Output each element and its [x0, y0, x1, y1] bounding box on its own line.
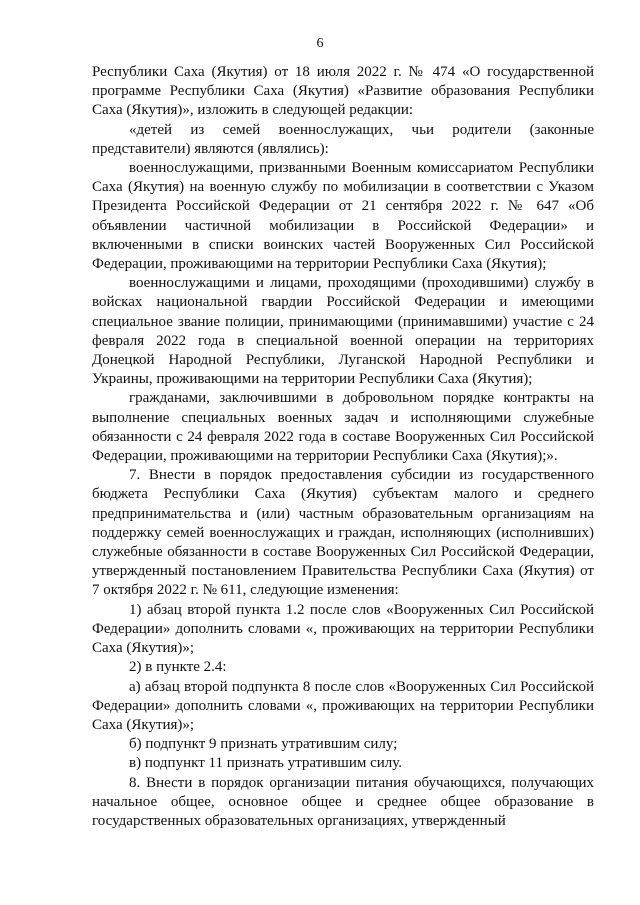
paragraph-subitem-v: в) подпункт 11 признать утратившим силу.: [129, 755, 403, 772]
document-body: [92, 63, 594, 831]
paragraph-national-guard: военнослужащими и лицами, проходящими (проходившими) службу в войсках национальной гвардии Российской Федерации и имеющими специальное звание полиции, принимающими (принимавшими) участие с 24 февраля 2022 года в специальной военной операции на территориях Донецкой Народной Республики, Луганской Народной Республики и Украины, проживающими на территории Республики Саха (Якутия);: [92, 275, 594, 388]
paragraph-subitem-2: 2) в пункте 2.4:: [129, 659, 227, 676]
paragraph-item-8: 8. Внести в порядок организации питания обучающихся, получающих начальное общее, основное общее и среднее общее образование в государственных образовательных организациях, утвержденный: [92, 774, 594, 829]
paragraph-subitem-1: 1) абзац второй пункта 1.2 после слов «Вооруженных Сил Российской Федерации» дополнить словами «, проживающих на территории Республики Саха (Якутия)»;: [92, 601, 594, 657]
paragraph-subitem-a: а) абзац второй подпункта 8 после слов «Вооруженных Сил Российской Федерации» дополнить словами «, проживающих на территории Республики Саха (Якутия)»;: [92, 678, 594, 733]
paragraph-subitem-b: б) подпункт 9 признать утратившим силу;: [129, 736, 398, 753]
paragraph-contract-volunteers: гражданами, заключившими в добровольном порядке контракты на выполнение специальных военных задач и исполняющими служебные обязанности с 24 февраля 2022 года в составе Вооруженных Сил Российской Федерации, проживающими на территории Республики Саха (Якутия);».: [92, 390, 594, 465]
page-number: 6: [316, 36, 324, 51]
paragraph-program-title: Республики Саха (Якутия) от 18 июля 2022 г. № 474 «О государственной программе Республики Саха (Якутия) «Развитие образования Республики Саха (Якутия)», изложить в следующей редакции:: [92, 64, 594, 119]
paragraph-item-7: 7. Внести в порядок предоставления субсидии из государственного бюджета Республики Саха (Якутия) субъектам малого и среднего предпринимательства и (или) частным образовательным организациям на поддержку семей военнослужащих и граждан, исполняющих (исполнивших) служебные обязанности в составе Вооруженных Сил Российской Федерации, утвержденный постановлением Правительства Республики Саха (Якутия) от 7 октября 2022 г. № 611, следующие изменения:: [92, 467, 594, 599]
paragraph-children-of-servicemen: «детей из семей военнослужащих, чьи родители (законные представители) являются (являлись):: [92, 121, 594, 157]
paragraph-mobilized: военнослужащими, призванными Военным комиссариатом Республики Саха (Якутия) на военную службу по мобилизации в соответствии с Указом Президента Российской Федерации от 21 сентября 2022 г. № 647 «Об объявлении частичной мобилизации в Российской Федерации» и включенными в списки воинских частей Вооруженных Сил Российской Федерации, проживающими на территории Республики Саха (Якутия);: [92, 160, 594, 273]
